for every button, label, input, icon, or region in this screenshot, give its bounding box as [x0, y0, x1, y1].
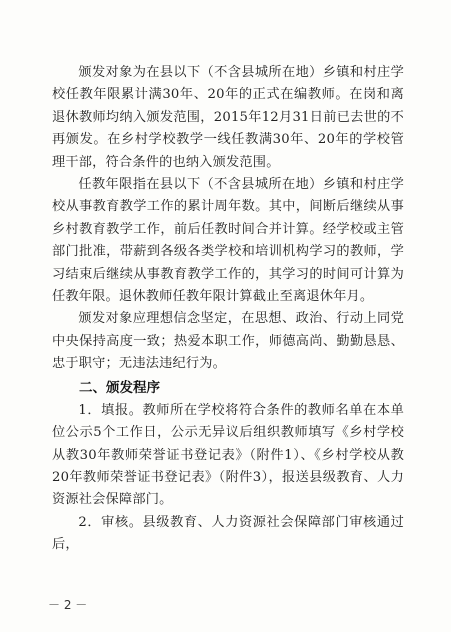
page-number: － 2 － — [48, 598, 88, 612]
paragraph-award-recipients: 颁发对象为在县以下（不含县城所在地）乡镇和村庄学校任教年限累计满30年、20年的正式在编教师。在岗和离退休教师均纳入颁发范围，2015年12月31日前已去世的不再颁发。在乡村学校教学一线任教满30年、20年的学校管理干部，符合条件的也纳入颁发范围。 — [52, 65, 404, 170]
paragraph-requirements: 颁发对象应理想信念坚定，在思想、政治、行动上同党中央保持高度一致；热爱本职工作，师德高尚、勤勤恳恳、忠于职守；无违法违纪行为。 — [52, 311, 404, 372]
document-body — [52, 62, 404, 557]
paragraph-step-review: 2．审核。县级教育、人力资源社会保障部门审核通过后， — [52, 514, 404, 553]
paragraph-step-report: 1．填报。教师所在学校将符合条件的教师名单在本单位公示5个工作日，公示无异议后组织教师填写《乡村学校从教30年教师荣誉证书登记表》（附件1）、《乡村学校从教20年教师荣誉证书登记表》（附件3），报送县级教育、人力资源社会保障部门。 — [52, 402, 404, 508]
paragraph-teaching-years: 任教年限指在县以下（不含县城所在地）乡镇和村庄学校从事教育教学工作的累计周年数。其中，间断后继续从事乡村教育教学工作，前后任教时间合并计算。经学校或主管部门批准，带薪到各级各类学校和培训机构学习的教师，学习结束后继续从事教育教学工作的，其学习的时间可计算为任教年限。退休教师任教年限计算截止至离退休年月。 — [52, 177, 404, 305]
section-heading: 二、颁发程序 — [79, 379, 160, 396]
